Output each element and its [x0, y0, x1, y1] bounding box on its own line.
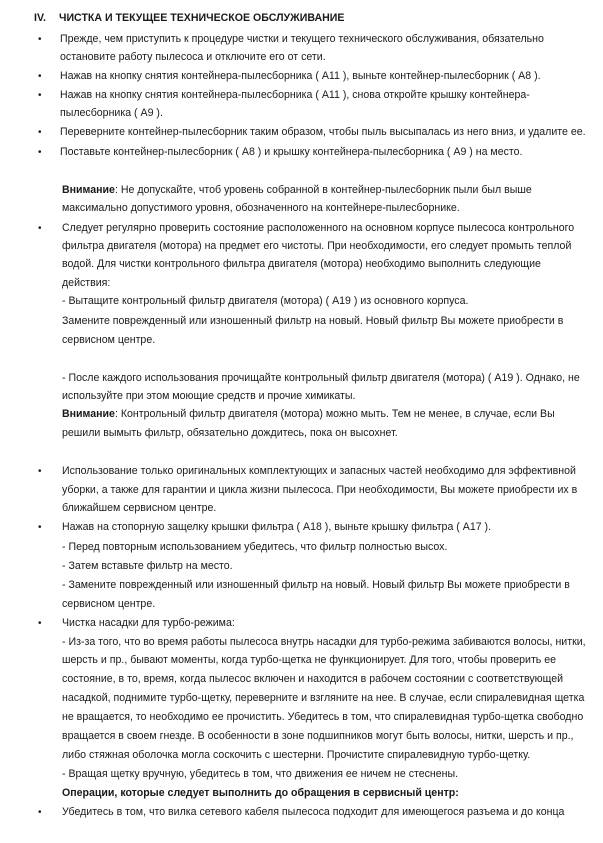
- bullet-marker: •: [38, 466, 42, 477]
- text-line: не вращается, то необходимо ее прочистить. Убедитесь в том, что спиралевидная турбо-щетка свободно: [62, 711, 584, 723]
- bullet-marker: •: [38, 90, 42, 101]
- text-line: вращается в своем гнезде. В особенности в зоне подшипников могут быть волосы, нитки, шерсть и пр.,: [62, 730, 574, 742]
- text-line: - Вращая щетку вручную, убедитесь в том, что движения ее ничем не стеснены.: [62, 768, 459, 780]
- text-line: фильтра двигателя (мотора) на предмет его чистоты. При необходимости, его следует промыть теплой: [62, 240, 572, 252]
- text-line: сервисном центре.: [62, 334, 156, 346]
- text-line: используйте при этом моющие средств и прочие химикаты.: [62, 390, 356, 402]
- text-line: - Вытащите контрольный фильтр двигателя (мотора) ( А19 ) из основного корпуса.: [62, 295, 469, 307]
- text-line: - Перед повторным использованием убедитесь, что фильтр полностью высох.: [62, 541, 448, 553]
- section-title: ЧИСТКА И ТЕКУЩЕЕ ТЕХНИЧЕСКОЕ ОБСЛУЖИВАНИЕ: [59, 12, 345, 24]
- attention-label: Внимание: [62, 408, 115, 420]
- bullet-marker: •: [38, 618, 42, 629]
- attention-label: Внимание: [62, 184, 115, 196]
- attention-note: [62, 184, 532, 197]
- section-number: IV.: [34, 12, 46, 24]
- text-line: - После каждого использования прочищайте контрольный фильтр двигателя (мотора) ( А19 ). Однако, не: [62, 372, 580, 384]
- text-line: уборки, а также для гарантии и цикла жизни пылесоса. При необходимости, Вы можете приобрести их в: [62, 484, 578, 496]
- text-line: Использование только оригинальных комплектующих и запасных частей необходимо для эффективной: [62, 465, 576, 477]
- text-line: ближайшем сервисном центре.: [62, 502, 217, 514]
- text-line: Убедитесь в том, что вилка сетевого кабеля пылесоса подходит для имеющегося разъема и до конца: [62, 806, 565, 818]
- bullet-marker: •: [38, 522, 42, 533]
- text-line: Замените поврежденный или изношенный фильтр на новый. Новый фильтр Вы можете приобрести в: [62, 315, 564, 327]
- attention-text: : Не допускайте, чтоб уровень собранной в контейнер-пылесборник пыли был выше: [114, 184, 532, 196]
- bullet-marker: •: [38, 147, 42, 158]
- text-line: шерсть и пр., бывают моменты, когда турбо-щетка не функционирует. Для того, чтобы проверить ее: [62, 654, 557, 666]
- text-line: насадкой, поднимите турбо-щетку, переверните и взгляните на нее. В случае, если спиралевидная щетка: [62, 692, 585, 704]
- bullet-marker: •: [38, 127, 42, 138]
- bullet-marker: •: [38, 34, 42, 45]
- text-line: пылесборника ( А9 ).: [60, 107, 163, 119]
- attention-text: : Контрольный фильтр двигателя (мотора) можно мыть. Тем не менее, в случае, если Вы: [114, 408, 555, 420]
- text-line: - Замените поврежденный или изношенный фильтр на новый. Новый фильтр Вы можете приобрести в: [62, 579, 570, 591]
- text-line: - Из-за того, что во время работы пылесоса внутрь насадки для турбо-режима забиваются волосы, нитки,: [62, 636, 586, 648]
- text-line: остановите работу пылесоса и отключите его от сети.: [60, 51, 326, 63]
- text-line: Поставьте контейнер-пылесборник ( А8 ) и крышку контейнера-пылесборника ( А9 ) на место.: [60, 146, 523, 158]
- bullet-marker: •: [38, 807, 42, 818]
- text-line: - Затем вставьте фильтр на место.: [62, 560, 233, 572]
- text-line: максимально допустимого уровня, обозначенного на контейнере-пылесборнике.: [62, 202, 460, 214]
- attention-note: [62, 408, 555, 421]
- text-line: Нажав на кнопку снятия контейнера-пылесборника ( А11 ), снова откройте крышку контейнера-: [60, 89, 530, 101]
- text-line: Следует регулярно проверить состояние расположенного на основном корпусе пылесоса контрольного: [62, 222, 575, 234]
- text-line: водой. Для чистки контрольного фильтра двигателя (мотора) необходимо выполнить следующие: [62, 258, 541, 270]
- text-line: Переверните контейнер-пылесборник таким образом, чтобы пыль высыпалась из него вниз, и удалите ее.: [60, 126, 586, 138]
- text-line: действия:: [62, 277, 111, 289]
- text-line: состояние, в то, время, когда пылесос включен и находится в рабочем состоянии с соответствующей: [62, 673, 564, 685]
- bullet-marker: •: [38, 223, 42, 234]
- text-line: либо стяжная оболочка могла соскочить с шестерни. Прочистите спиралевидную турбо-щетку.: [62, 749, 531, 761]
- text-line: Чистка насадки для турбо-режима:: [62, 617, 235, 629]
- bullet-marker: •: [38, 71, 42, 82]
- text-line: решили вымыть фильтр, обязательно дождитесь, пока он высохнет.: [62, 427, 398, 439]
- text-line: Прежде, чем приступить к процедуре чистки и текущего технического обслуживания, обязательно: [60, 33, 544, 45]
- text-line: Нажав на кнопку снятия контейнера-пылесборника ( А11 ), выньте контейнер-пылесборник ( А8 ).: [60, 70, 541, 82]
- service-center-heading: Операции, которые следует выполнить до обращения в сервисный центр:: [62, 787, 459, 799]
- text-line: Нажав на стопорную защелку крышки фильтра ( А18 ), выньте крышку фильтра ( А17 ).: [62, 521, 492, 533]
- text-line: сервисном центре.: [62, 598, 156, 610]
